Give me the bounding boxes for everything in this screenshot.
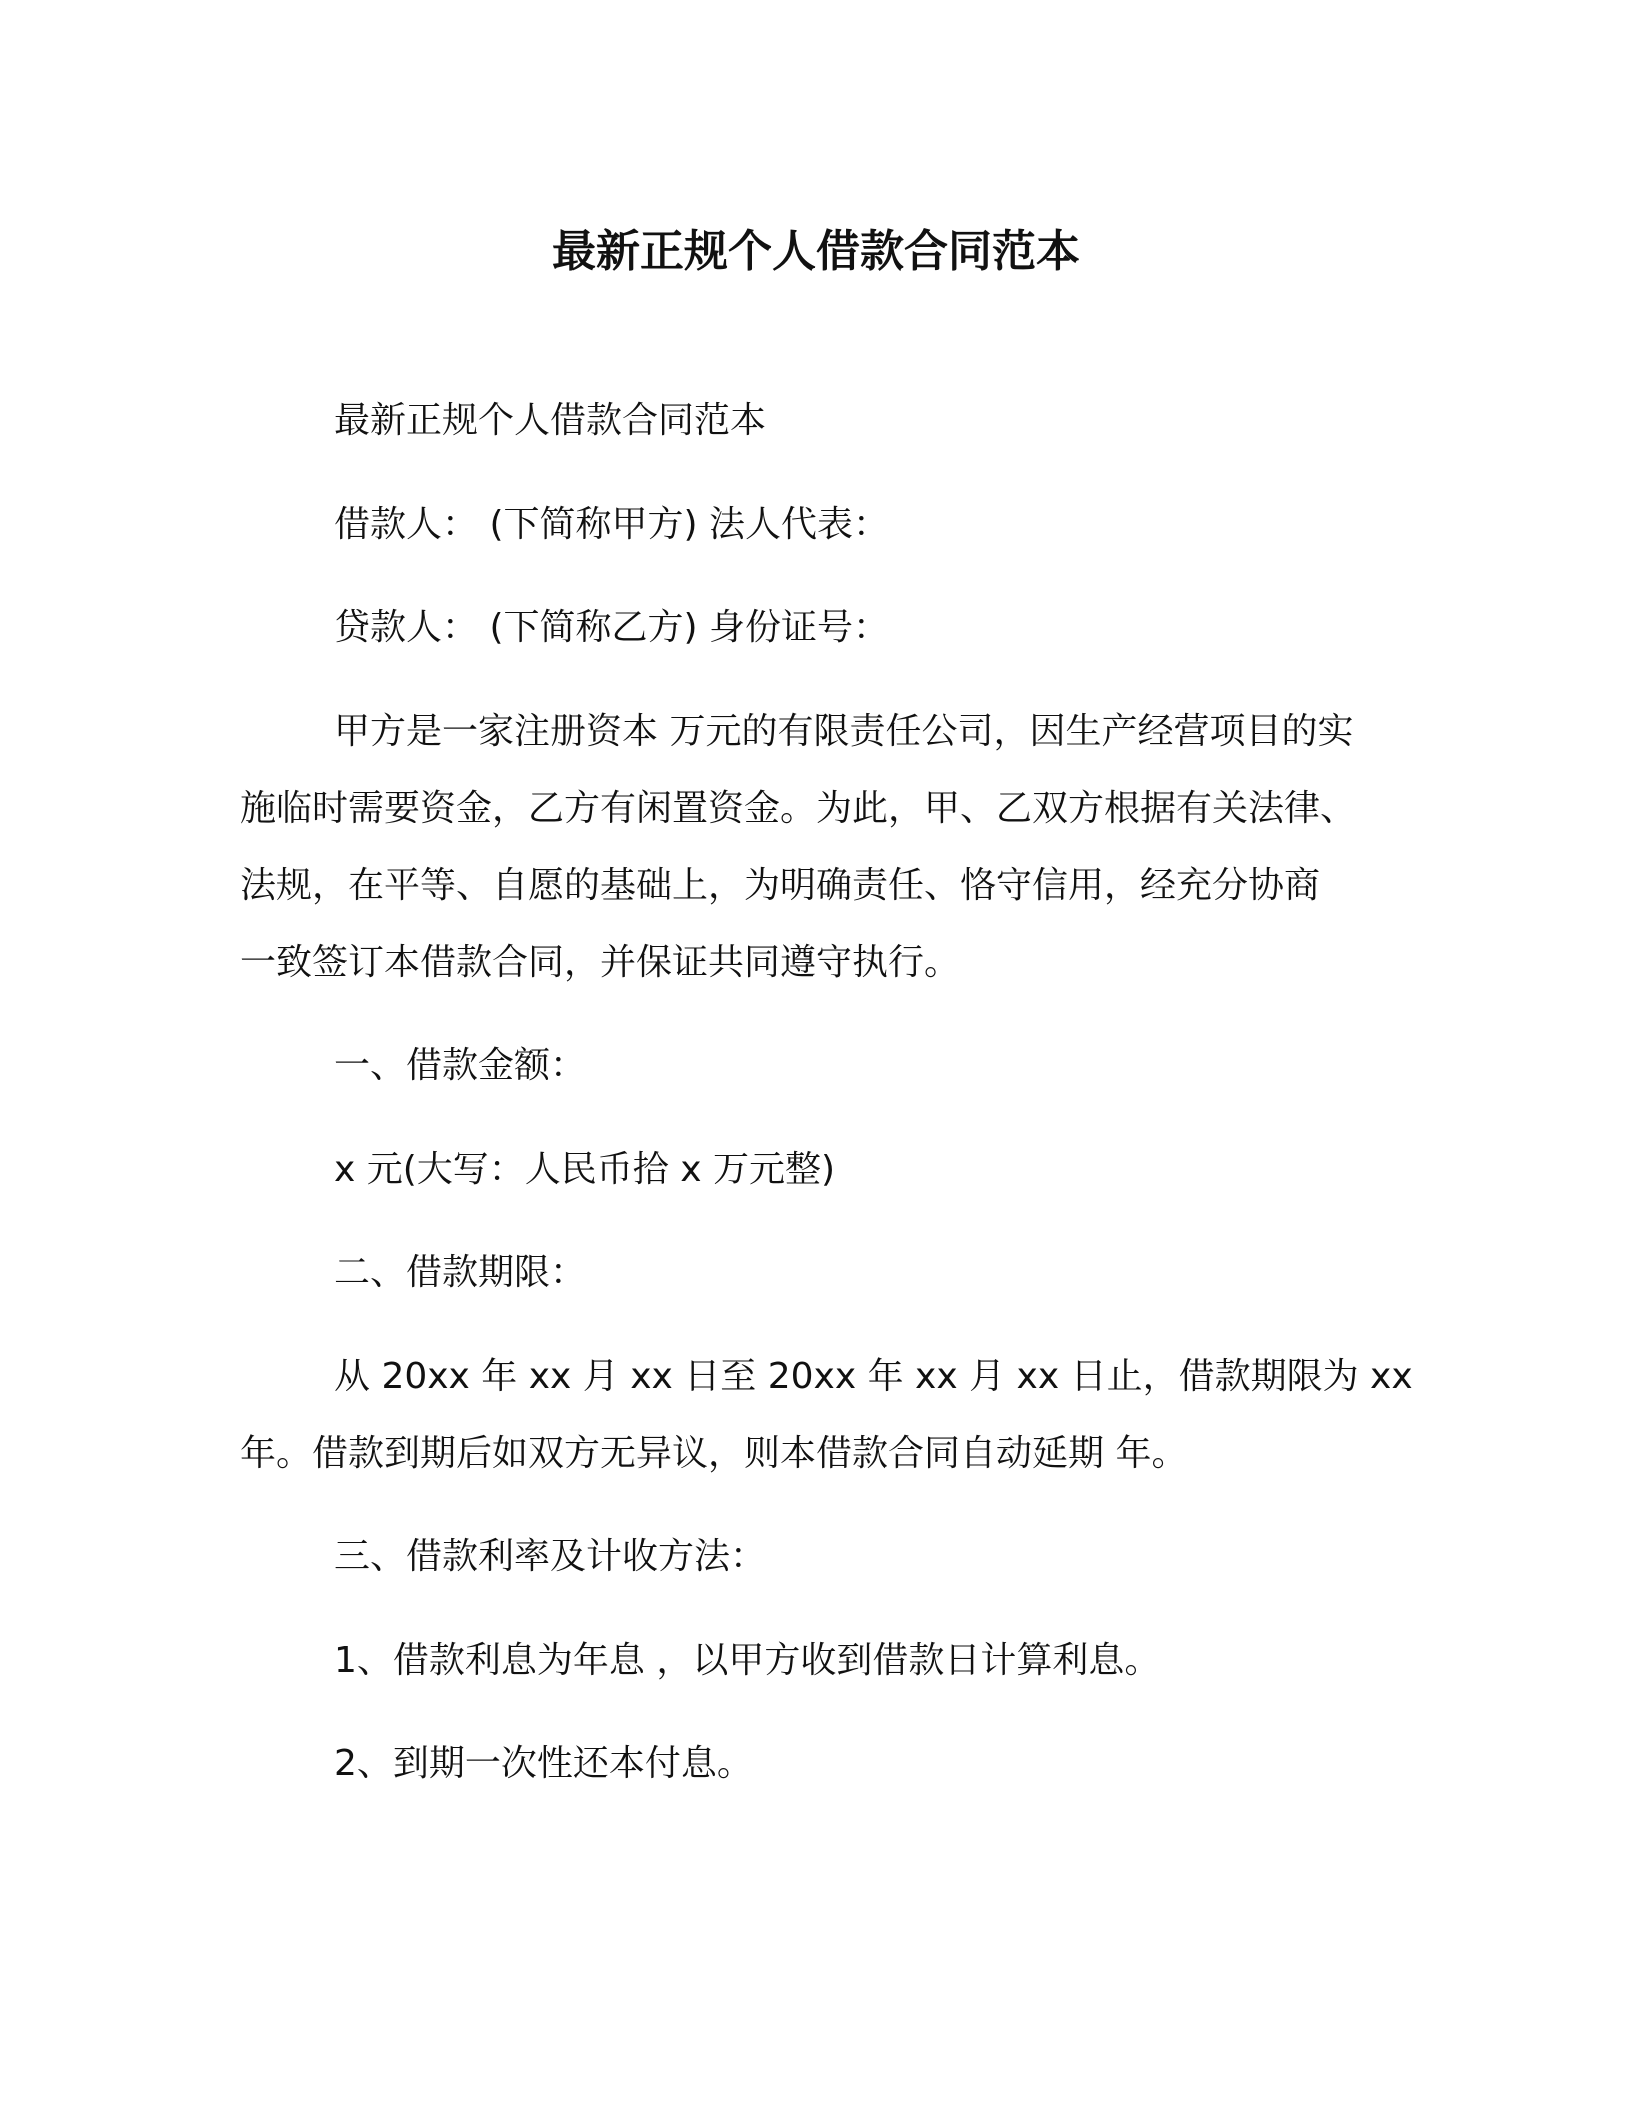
borrower-line: 借款人： (下简称甲方) 法人代表： xyxy=(334,504,889,545)
paragraph-line: 施临时需要资金，乙方有闲置资金。为此，甲、乙双方根据有关法律、 xyxy=(240,788,1357,829)
section3-item-1: 1、借款利息为年息 ，以甲方收到借款日计算利息。 xyxy=(334,1640,1161,1681)
paragraph-line: 年。借款到期后如双方无异议，则本借款合同自动延期 年。 xyxy=(240,1433,1188,1474)
section1-amount: x 元(大写：人民币拾 x 万元整) xyxy=(334,1149,836,1190)
document-subtitle: 最新正规个人借款合同范本 xyxy=(334,400,767,441)
document-title: 最新正规个人借款合同范本 xyxy=(552,226,1080,277)
paragraph-line: 从 20xx 年 xx 月 xx 日至 20xx 年 xx 月 xx 日止，借款期限为 xx xyxy=(334,1356,1413,1397)
paragraph-line: 甲方是一家注册资本 万元的有限责任公司，因生产经营项目的实 xyxy=(334,711,1354,752)
paragraph-line: 法规，在平等、自愿的基础上，为明确责任、恪守信用，经充分协商 xyxy=(240,865,1321,906)
section1-heading: 一、借款金额： xyxy=(334,1045,587,1086)
paragraph-line: 一致签订本借款合同，并保证共同遵守执行。 xyxy=(240,942,961,983)
section3-heading: 三、借款利率及计收方法： xyxy=(334,1536,767,1577)
section2-heading: 二、借款期限： xyxy=(334,1252,587,1293)
lender-line: 贷款人： (下简称乙方) 身份证号： xyxy=(334,607,889,648)
section3-item-2: 2、到期一次性还本付息。 xyxy=(334,1743,753,1784)
